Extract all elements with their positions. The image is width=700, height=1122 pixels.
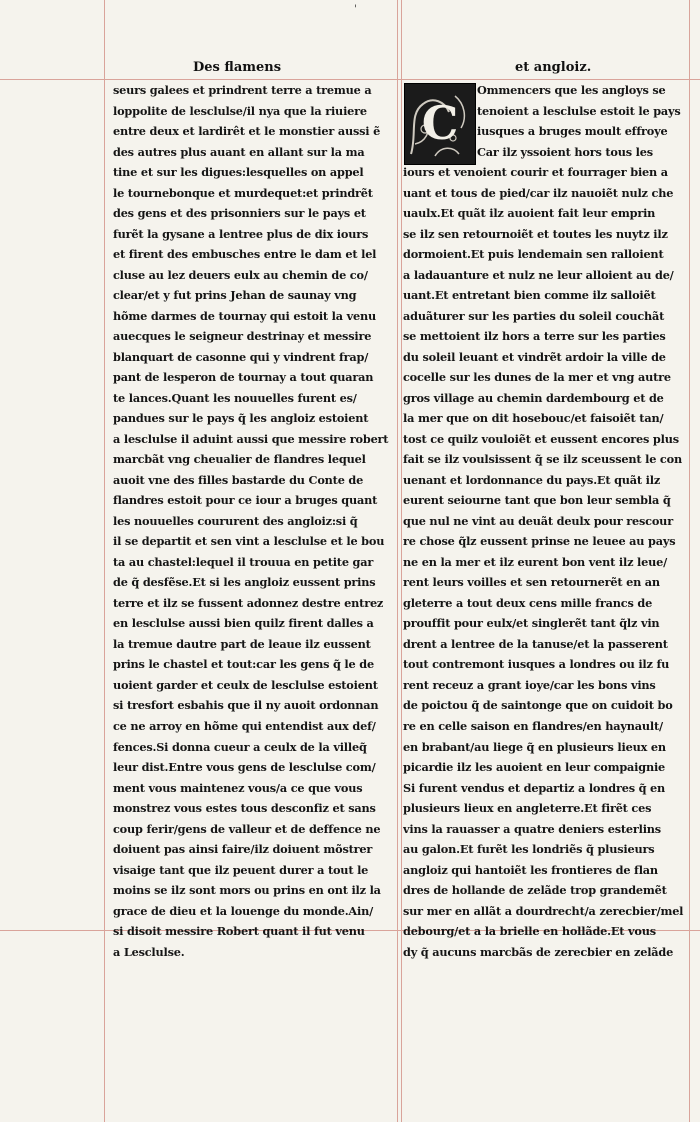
- text-line: a lesclulse il aduint aussi que messire robert: [113, 431, 389, 446]
- text-line: flandres estoit pour ce iour a bruges quant: [113, 493, 378, 508]
- text-line: drent a lentree de la tanuse/et la passerent: [403, 636, 668, 651]
- text-line: se mettoient ilz hors a terre sur les parties: [403, 329, 666, 344]
- text-line: te lances.Quant les nouuelles furent es/: [113, 390, 357, 405]
- text-line: dres de hollande de zelãde trop grandemẽt: [403, 883, 667, 898]
- left-text-column: [113, 80, 395, 962]
- text-line: monstrez vous estes tous desconfiz et sans: [113, 801, 376, 816]
- text-line: tout contremont iusques a londres ou ilz fu: [403, 657, 670, 672]
- ruling-line: [401, 0, 402, 1122]
- text-line: des gens et des prisonniers sur le pays et: [113, 206, 366, 221]
- text-line: tine et sur les digues:lesquelles on appel: [113, 165, 364, 180]
- text-line: la mer que on dit hosebouc/et faisoiẽt tan/: [403, 411, 664, 426]
- text-line: que nul ne vint au deuãt deulx pour rescour: [403, 513, 673, 528]
- text-line: sur mer en allãt a dourdrecht/a zerecbier/mel: [403, 903, 684, 918]
- text-line: cocelle sur les dunes de la mer et vng autre: [403, 370, 671, 385]
- text-line: doiuent pas ainsi faire/ilz doiuent mõstrer: [113, 842, 373, 857]
- text-line: re en celle saison en flandres/en haynault/: [403, 718, 663, 733]
- initial-letter: C: [421, 96, 459, 150]
- text-line: a Lesclulse.: [113, 944, 185, 959]
- text-line: fences.Si donna cueur a ceulx de la villeq̃: [113, 739, 367, 754]
- text-line: re chose q̃lz eussent prinse ne leuee au pays: [403, 534, 676, 549]
- text-line: pandues sur le pays q̃ les angloiz estoient: [113, 411, 369, 426]
- text-line: au galon.Et furẽt les londriẽs q̃ plusieurs: [403, 842, 655, 857]
- text-line: a ladauanture et nulz ne leur alloient au de/: [403, 267, 674, 282]
- text-line: moins se ilz sont mors ou prins en ont ilz la: [113, 883, 381, 898]
- text-line: uaulx.Et quãt ilz auoient fait leur emprin: [403, 206, 656, 221]
- text-line: aduãturer sur les parties du soleil couchãt: [403, 308, 665, 323]
- ruling-line: [689, 0, 690, 1122]
- ruling-line: [104, 0, 105, 1122]
- text-line: ce ne arroy en hõme qui entendist aux def/: [113, 718, 376, 733]
- text-line: leur dist.Entre vous gens de lesclulse com/: [113, 760, 376, 775]
- text-line: en lesclulse aussi bien quilz firent dalles a: [113, 616, 374, 631]
- text-line: dormoient.Et puis lendemain sen ralloient: [403, 247, 664, 262]
- right-text-column: [403, 80, 685, 962]
- text-line: si disoit messire Robert quant il fut venu: [113, 924, 365, 939]
- text-line: Si furent vendus et departiz a londres q̃ en: [403, 780, 666, 795]
- text-line: plusieurs lieux en angleterre.Et firẽt ces: [403, 801, 652, 816]
- text-line: il se departit et sen vint a lesclulse et le bou: [113, 534, 385, 549]
- text-line: de q̃ desfẽse.Et si les angloiz eussent prins: [113, 575, 376, 590]
- text-line: prouffit pour eulx/et singlerẽt tant q̃lz vin: [403, 616, 660, 631]
- text-line: ta au chastel:lequel il trouua en petite gar: [113, 554, 374, 569]
- text-line: debourg/et a la brielle en hollãde.Et vous: [403, 924, 656, 939]
- text-line: la tremue dautre part de leaue ilz eussent: [113, 636, 371, 651]
- text-line: marcbãt vng cheualier de flandres lequel: [113, 452, 366, 467]
- running-header-left: Des flamens: [193, 60, 282, 75]
- text-line: si tresfort esbahis que il ny auoit ordonnan: [113, 698, 379, 713]
- text-line: gros village au chemin dardembourg et de: [403, 390, 664, 405]
- top-mark: ': [354, 4, 357, 15]
- text-line: de poictou q̃ de saintonge que on cuidoit bo: [403, 698, 673, 713]
- text-line: angloiz qui hantoiẽt les frontieres de flan: [403, 862, 658, 877]
- text-line: uoient garder et ceulx de lesclulse estoient: [113, 677, 378, 692]
- text-line: hõme darmes de tournay qui estoit la venu: [113, 308, 376, 323]
- text-line: blanquart de casonne qui y vindrent frap/: [113, 349, 369, 364]
- text-line: uant et tous de pied/car ilz nauoiẽt nulz che: [403, 185, 674, 200]
- text-line: grace de dieu et la louenge du monde.Ain/: [113, 903, 374, 918]
- text-line: Car ilz yssoient hors tous les: [477, 144, 653, 159]
- text-line: terre et ilz se fussent adonnez destre entrez: [113, 595, 384, 610]
- text-line: auecques le seigneur destrinay et messire: [113, 329, 372, 344]
- ruling-line: [397, 0, 398, 1122]
- text-line: tenoient a lesclulse estoit le pays: [477, 103, 681, 118]
- text-line: pant de lesperon de tournay a tout quaran: [113, 370, 374, 385]
- text-line: auoit vne des filles bastarde du Conte de: [113, 472, 364, 487]
- text-line: clear/et y fut prins Jehan de saunay vng: [113, 288, 357, 303]
- text-line: loppolite de lesclulse/il nya que la riuiere: [113, 103, 367, 118]
- text-line: dy q̃ aucuns marcbãs de zerecbier en zelãde: [403, 944, 674, 959]
- text-line: picardie ilz les auoient en leur compaignie: [403, 760, 666, 775]
- text-line: du soleil leuant et vindrẽt ardoir la ville de: [403, 349, 666, 364]
- text-line: des autres plus auant en allant sur la ma: [113, 144, 365, 159]
- text-line: uant.Et entretant bien comme ilz salloiẽt: [403, 288, 656, 303]
- text-line: uenant et lordonnance du pays.Et quãt ilz: [403, 472, 661, 487]
- text-line: le tournebonque et murdequet:et prindrẽt: [113, 185, 373, 200]
- text-line: ne en la mer et ilz eurent bon vent ilz leue/: [403, 554, 668, 569]
- text-line: entre deux et lardirêt et le monstier aussi ẽ: [113, 124, 381, 139]
- running-header-right: et angloiz.: [515, 60, 592, 75]
- text-line: iours et venoient courir et fourrager bien a: [403, 165, 668, 180]
- text-line: furẽt la gysane a lentree plus de dix iours: [113, 226, 369, 241]
- text-line: cluse au lez deuers eulx au chemin de co/: [113, 267, 368, 282]
- text-line: ment vous maintenez vous/a ce que vous: [113, 780, 363, 795]
- text-line: se ilz sen retournoiẽt et toutes les nuytz ilz: [403, 226, 668, 241]
- text-line: rent leurs voilles et sen retournerẽt en an: [403, 575, 660, 590]
- text-line: fait se ilz voulsissent q̃ se ilz sceussent le con: [403, 452, 682, 467]
- text-line: prins le chastel et tout:car les gens q̃ le de: [113, 657, 374, 672]
- text-line: et firent des embusches entre le dam et lel: [113, 247, 377, 262]
- text-line: coup ferir/gens de valleur et de deffence ne: [113, 821, 381, 836]
- text-line: rent receuz a grant ioye/car les bons vins: [403, 677, 656, 692]
- text-line: iusques a bruges moult effroye: [477, 124, 668, 139]
- text-line: seurs galees et prindrent terre a tremue a: [113, 83, 372, 97]
- text-line: Ommencers que les angloys se: [477, 83, 666, 97]
- text-line: eurent seiourne tant que bon leur sembla q̃: [403, 493, 671, 508]
- text-line: en brabant/au liege q̃ en plusieurs lieux en: [403, 739, 666, 754]
- text-line: gleterre a tout deux cens mille francs de: [403, 595, 653, 610]
- text-line: visaige tant que ilz peuent durer a tout le: [113, 862, 369, 877]
- text-line: tost ce quilz vouloiẽt et eussent encores plus: [403, 431, 679, 446]
- text-line: les nouuelles coururent des angloiz:si q̃: [113, 513, 358, 528]
- text-line: vins la rauasser a quatre deniers esterlins: [403, 821, 661, 836]
